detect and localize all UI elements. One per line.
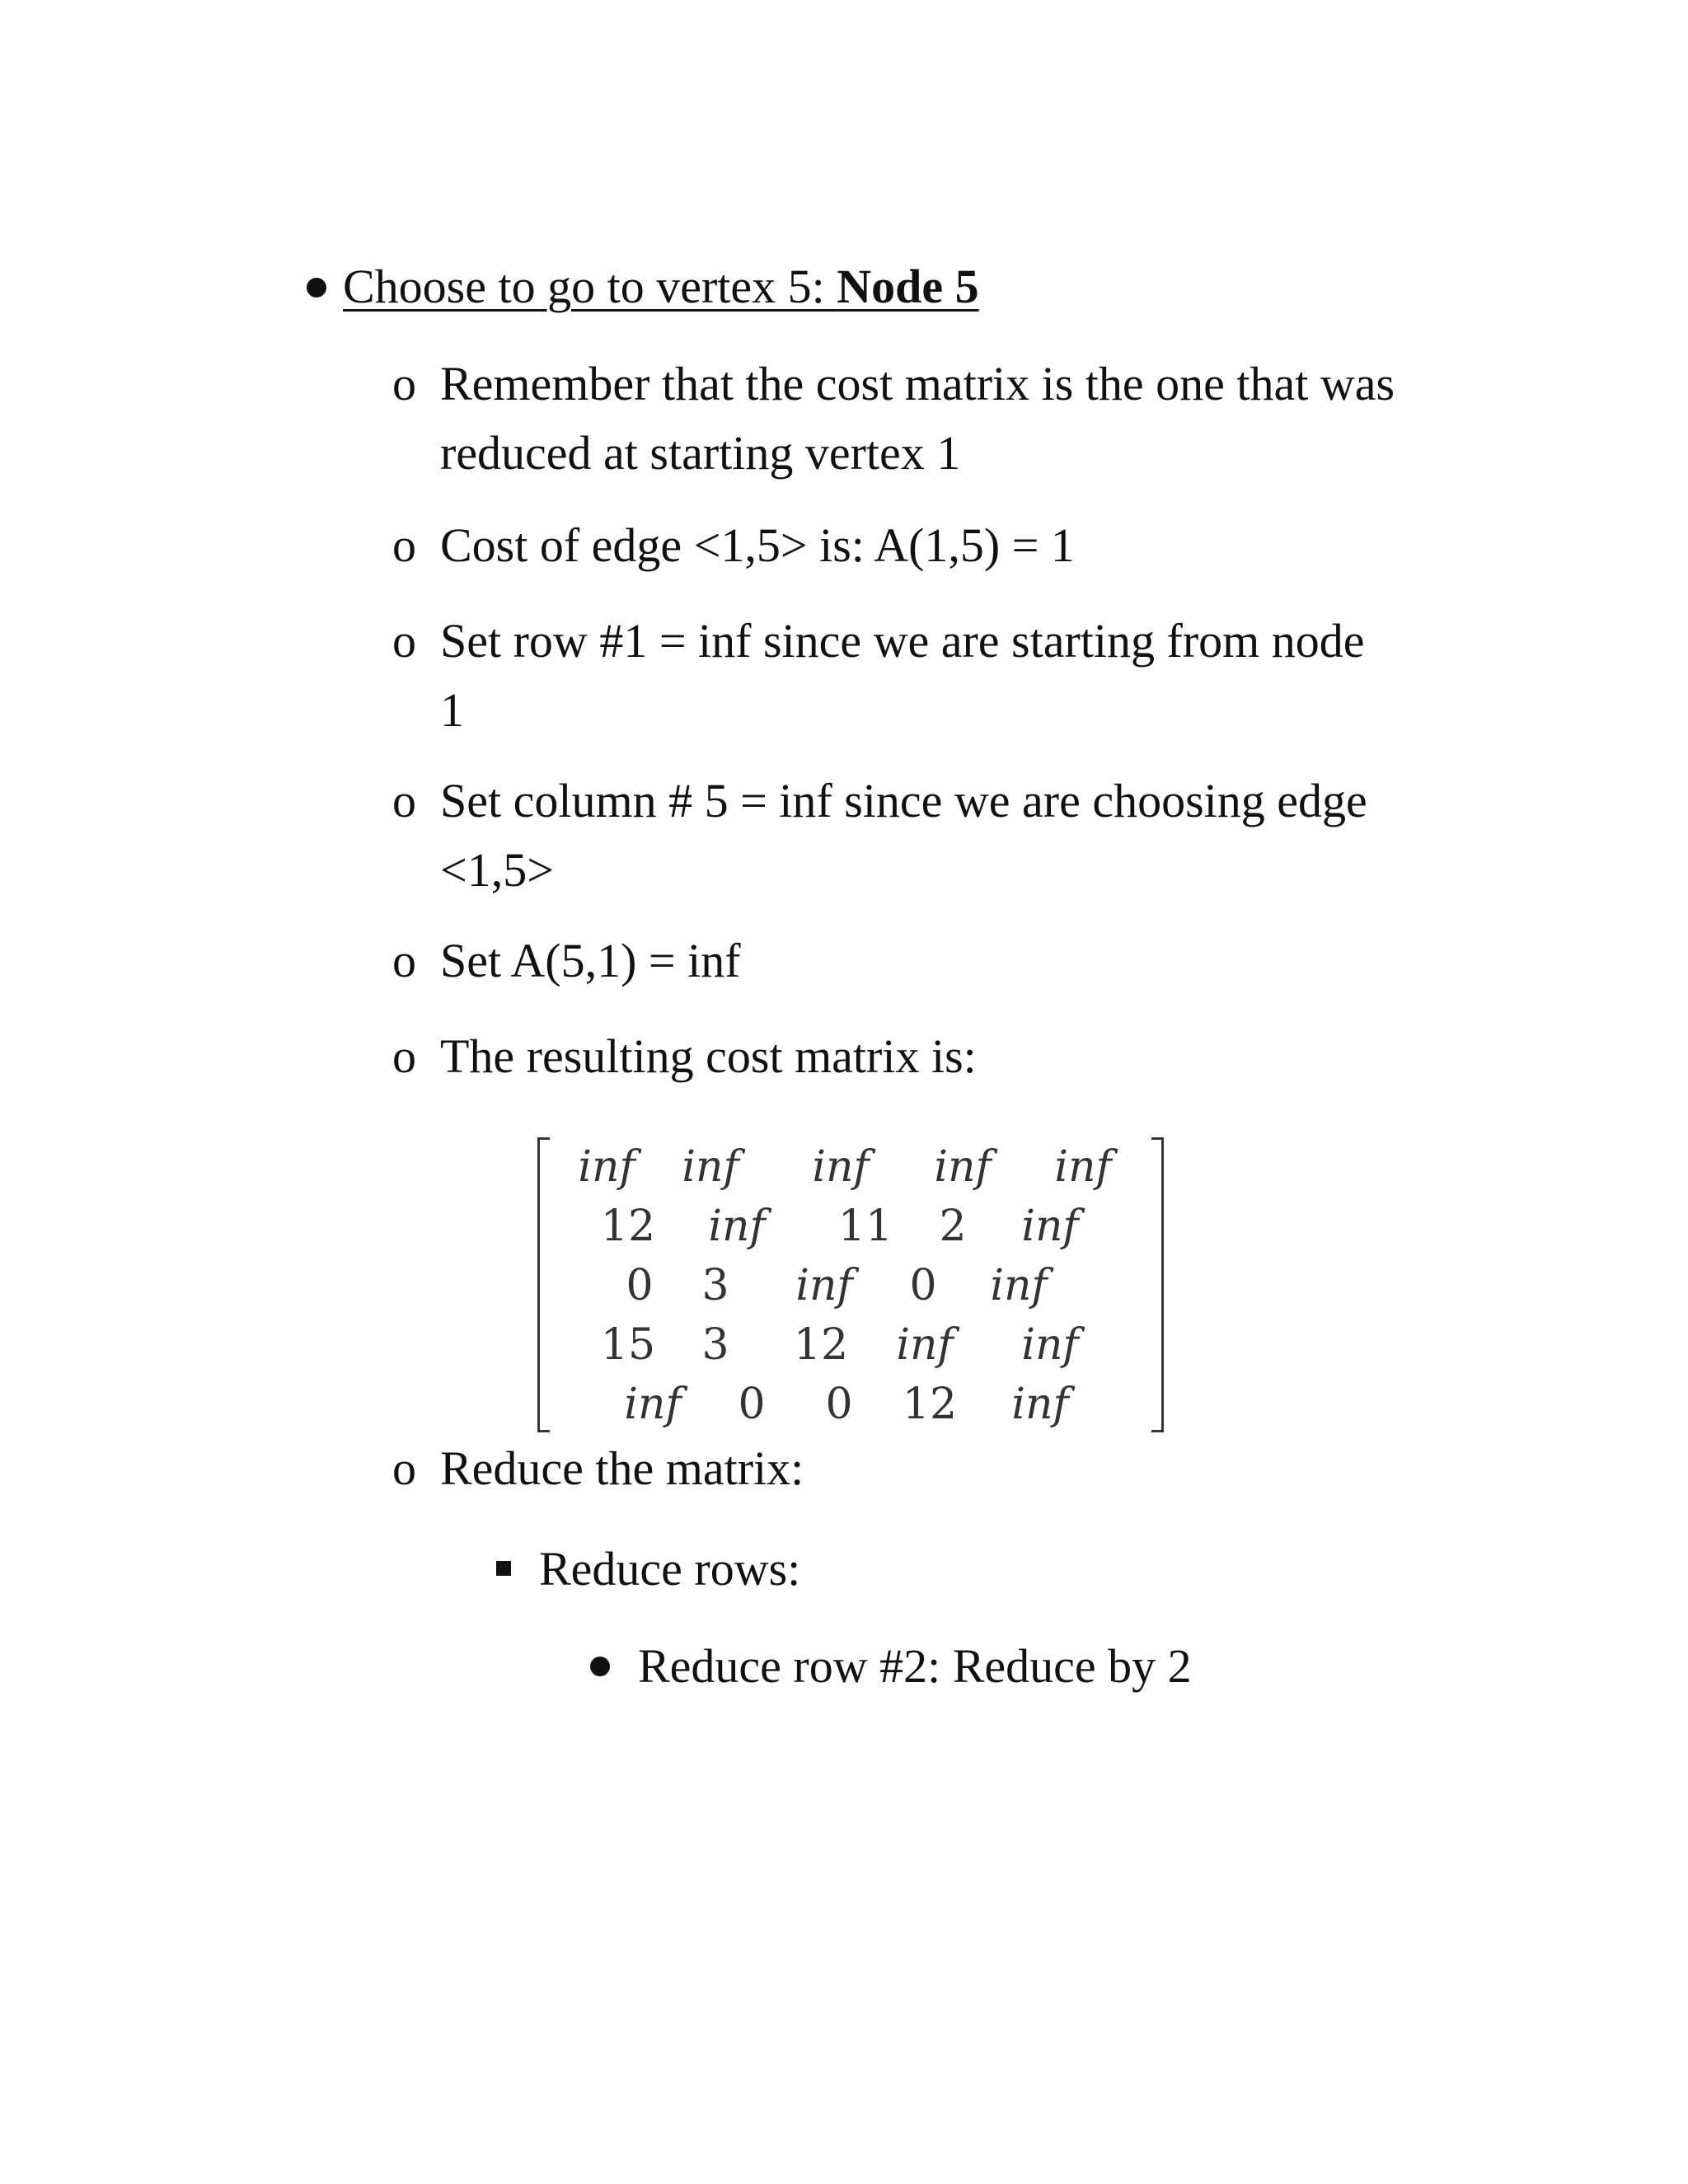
matrix-cell: inf — [795, 1261, 853, 1310]
matrix-cell: inf — [1054, 1142, 1112, 1192]
matrix-cell: inf — [812, 1142, 870, 1192]
item-remember-line-1: Remember that the cost matrix is the one that was — [440, 357, 1395, 410]
matrix-cell: inf — [708, 1202, 766, 1251]
matrix-cell: 3 — [701, 1261, 729, 1310]
item-set-a51: Set A(5,1) = inf — [440, 934, 741, 987]
matrix-cell: 0 — [738, 1380, 766, 1429]
matrix-cell: inf — [1021, 1320, 1079, 1370]
matrix-cell: inf — [990, 1261, 1048, 1310]
matrix-cell: inf — [1021, 1202, 1079, 1251]
matrix-cell: inf — [578, 1142, 635, 1192]
cost-matrix — [537, 1137, 1164, 1427]
item-reduce-rows: Reduce rows: — [539, 1542, 801, 1596]
item-reduce-row-2: Reduce row #2: Reduce by 2 — [638, 1639, 1192, 1693]
matrix-cell: inf — [624, 1380, 682, 1429]
sub-bullet-icon: o — [392, 357, 416, 410]
matrix-cell: 0 — [626, 1261, 654, 1310]
matrix-cell: inf — [682, 1142, 739, 1192]
matrix-right-bracket — [1151, 1137, 1164, 1432]
bullet-dot-icon — [590, 1657, 610, 1676]
matrix-cell: 0 — [825, 1380, 853, 1429]
square-bullet-icon — [496, 1561, 511, 1576]
item-remember-line-2: reduced at starting vertex 1 — [440, 426, 961, 480]
matrix-left-bracket — [537, 1137, 550, 1432]
matrix-cell: 0 — [909, 1261, 937, 1310]
matrix-cell: 12 — [793, 1320, 849, 1370]
sub-bullet-icon: o — [392, 1441, 416, 1495]
matrix-cell: inf — [934, 1142, 992, 1192]
matrix-cell: 3 — [701, 1320, 729, 1370]
matrix-cell: inf — [1011, 1380, 1069, 1429]
matrix-cell: 11 — [837, 1202, 893, 1251]
section-heading: Choose to go to vertex 5: Node 5 — [343, 260, 979, 313]
sub-bullet-icon: o — [392, 1029, 416, 1083]
sub-bullet-icon: o — [392, 934, 416, 987]
item-set-column-line-1: Set column # 5 = inf since we are choosing edge — [440, 774, 1367, 827]
item-edge-cost: Cost of edge <1,5> is: A(1,5) = 1 — [440, 518, 1075, 572]
item-set-row-line-2: 1 — [440, 683, 464, 737]
item-set-column-line-2: <1,5> — [440, 843, 554, 897]
matrix-cell: inf — [896, 1320, 954, 1370]
bullet-dot-icon — [307, 278, 326, 298]
sub-bullet-icon: o — [392, 614, 416, 668]
sub-bullet-icon: o — [392, 518, 416, 572]
matrix-cell: 12 — [600, 1202, 656, 1251]
matrix-cell: 12 — [902, 1380, 958, 1429]
matrix-cell: 2 — [939, 1202, 967, 1251]
item-resulting-matrix: The resulting cost matrix is: — [440, 1029, 977, 1083]
matrix-cell: 15 — [600, 1320, 656, 1370]
item-set-row-line-1: Set row #1 = inf since we are starting from node — [440, 614, 1365, 668]
sub-bullet-icon: o — [392, 774, 416, 827]
item-reduce-matrix: Reduce the matrix: — [440, 1441, 804, 1495]
